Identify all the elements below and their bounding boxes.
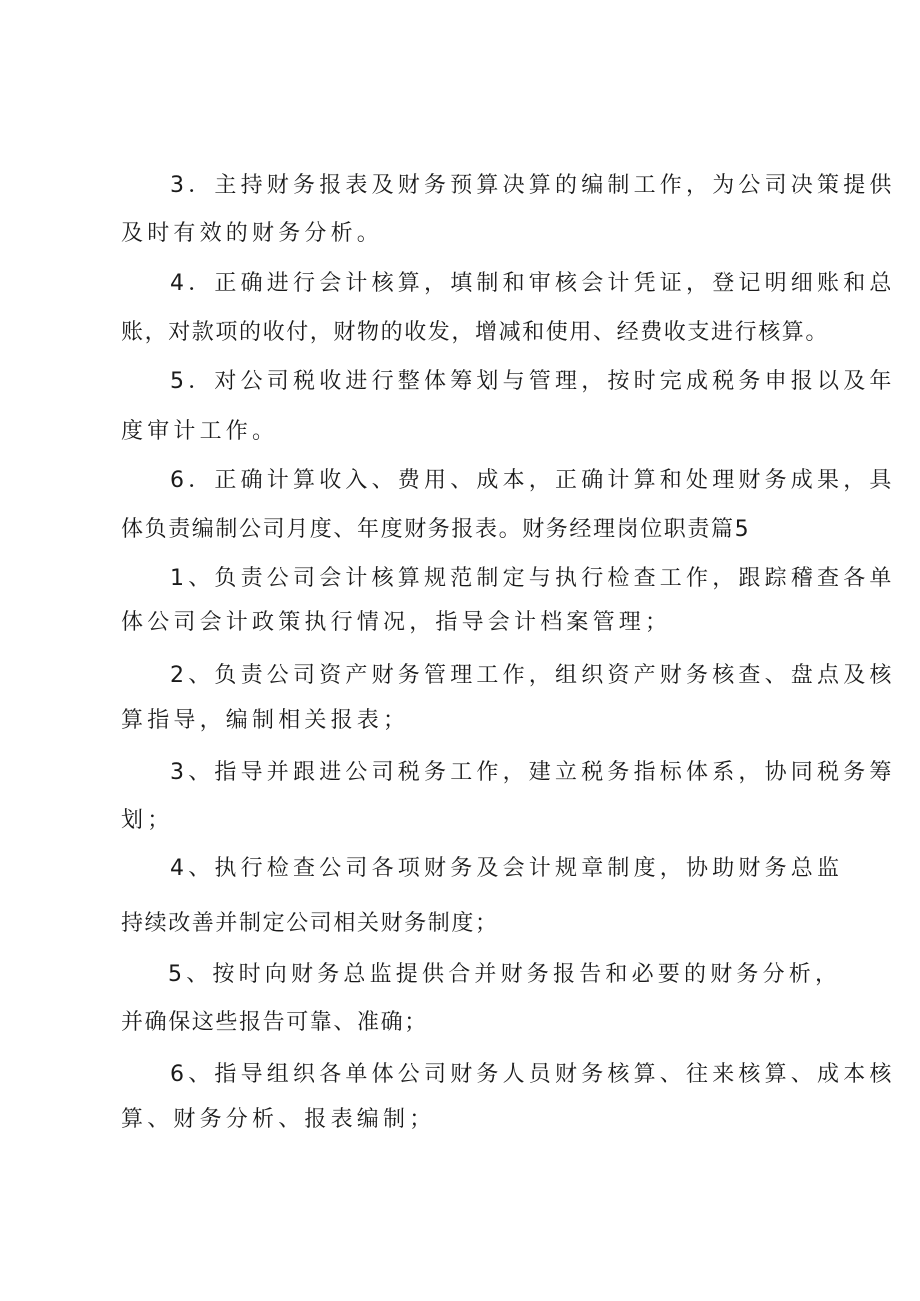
paragraph-5-line-2: 度审计工作。 [121,419,279,444]
duty-2-line-1: 2、负责公司资产财务管理工作，组织资产财务核查、盘点及核 [170,663,896,688]
duty-5-line-1: 5、按时向财务总监提供合并财务报告和必要的财务分析， [168,962,842,987]
duty-3-line-1: 3、指导并跟进公司税务工作，建立税务指标体系，协同税务筹 [170,760,896,785]
duty-3-line-2: 划； [121,808,174,833]
duty-4-line-2: 持续改善并制定公司相关财务制度； [121,911,499,936]
paragraph-6-line-1: 6．正确计算收入、费用、成本，正确计算和处理财务成果，具 [170,468,896,493]
duty-6-line-1: 6、指导组织各单体公司财务人员财务核算、往来核算、成本核 [170,1062,896,1087]
duty-6-line-2: 算、财务分析、报表编制； [121,1107,436,1132]
paragraph-5-line-1: 5．对公司税收进行整体筹划与管理，按时完成税务申报以及年 [170,369,896,394]
paragraph-6-line-2: 体负责编制公司月度、年度财务报表。财务经理岗位职责篇5 [121,517,751,542]
duty-2-line-2: 算指导，编制相关报表； [121,708,410,733]
duty-4-line-1: 4、执行检查公司各项财务及会计规章制度，协助财务总监 [170,856,844,881]
duty-1-line-1: 1、负责公司会计核算规范制定与执行检查工作，跟踪稽查各单 [170,566,896,591]
paragraph-3-line-2: 及时有效的财务分析。 [121,221,384,246]
duty-5-line-2: 并确保这些报告可靠、准确； [121,1010,428,1035]
paragraph-3-line-1: 3．主持财务报表及财务预算决算的编制工作，为公司决策提供 [170,173,896,198]
duty-1-line-2: 体公司会计政策执行情况，指导会计档案管理； [121,610,672,635]
paragraph-4-line-1: 4．正确进行会计核算，填制和审核会计凭证，登记明细账和总 [170,271,896,296]
paragraph-4-line-2: 账，对款项的收付，财物的收发，增减和使用、经费收支进行核算。 [121,320,830,345]
